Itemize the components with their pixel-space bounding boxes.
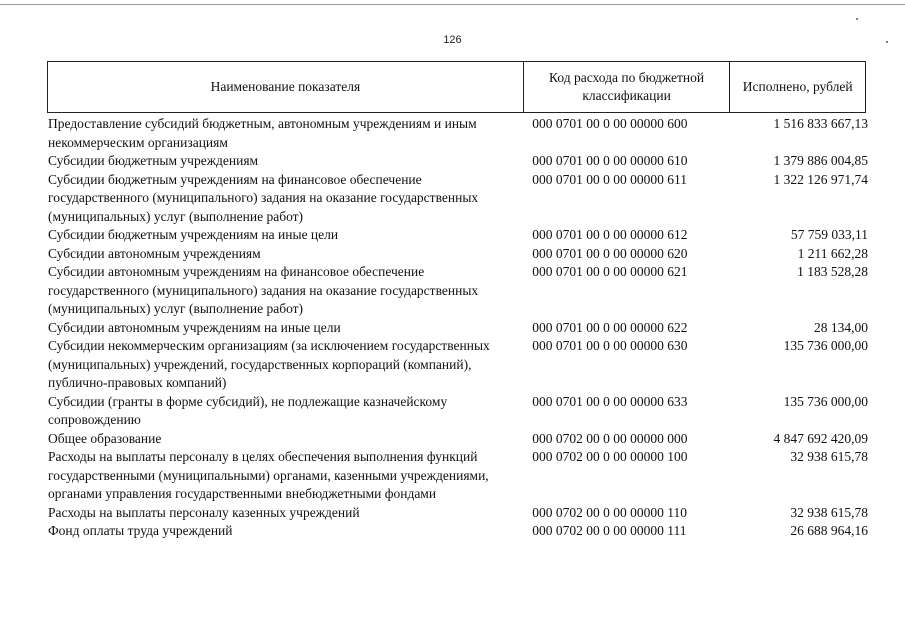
row-amount: 32 938 615,78: [790, 504, 868, 520]
row-name: Общее образование: [48, 430, 162, 446]
table-row: [48, 171, 870, 227]
row-amount: 1 516 833 667,13: [773, 116, 868, 131]
scan-edge-line: [0, 4, 905, 5]
row-amount: 26 688 964,16: [790, 523, 868, 538]
row-amount: 135 736 000,00: [783, 338, 868, 353]
row-amount: 1 183 528,28: [797, 264, 868, 279]
table-row: [48, 319, 870, 338]
row-code: 000 0701 00 0 00 00000 621: [532, 264, 688, 279]
row-name: Субсидии (гранты в форме субсидий), не подлежащие казначейскому сопровождению: [48, 393, 448, 427]
table-row: [48, 522, 870, 541]
row-code: 000 0701 00 0 00 00000 620: [532, 245, 688, 261]
row-code: 000 0701 00 0 00 00000 612: [532, 227, 688, 242]
row-amount: 57 759 033,11: [790, 227, 868, 242]
row-code: 000 0701 00 0 00 00000 630: [532, 338, 688, 353]
row-name: Субсидии автономным учреждениям на финансовое обеспечение государственного (муниципального) задания на оказание государственных (муниципальных) услуг (выполнение работ): [48, 264, 479, 316]
row-name: Субсидии автономным учреждениям: [48, 245, 261, 261]
row-name: Субсидии автономным учреждениям на иные цели: [48, 319, 341, 335]
table-row: [48, 152, 870, 171]
header-name: Наименование показателя: [48, 62, 524, 112]
row-name: Субсидии бюджетным учреждениям: [48, 153, 259, 168]
table-row: [48, 245, 870, 264]
header-code: Код расхода по бюджетной классификации: [524, 62, 731, 112]
row-amount: 4 847 692 420,09: [773, 430, 868, 446]
row-code: 000 0701 00 0 00 00000 633: [532, 393, 688, 409]
table-header: [47, 61, 866, 113]
table-row: [48, 226, 870, 245]
table-body: [48, 115, 870, 541]
row-name: Субсидии бюджетным учреждениям на финансовое обеспечение государственного (муниципального) задания на оказание государственных (муниципальных) услуг (выполнение работ): [48, 171, 479, 224]
table-row: [48, 263, 870, 319]
row-code: 000 0701 00 0 00 00000 622: [532, 319, 688, 335]
row-amount: 32 938 615,78: [790, 449, 868, 464]
header-amount: Исполнено, рублей: [742, 79, 853, 94]
row-name: Субсидии некоммерческим организациям (за исключением государственных (муниципальных) учреждений, государственных корпораций (компаний), публично-правовых компаний): [48, 338, 490, 390]
row-code: 000 0702 00 0 00 00000 100: [532, 449, 688, 464]
row-amount: 1 322 126 971,74: [773, 171, 868, 187]
table-row: [48, 430, 870, 449]
row-code: 000 0702 00 0 00 00000 110: [532, 504, 687, 520]
table-row: [48, 504, 870, 523]
row-code: 000 0701 00 0 00 00000 610: [532, 153, 688, 168]
row-code: 000 0702 00 0 00 00000 000: [532, 430, 688, 446]
table-row: [48, 337, 870, 393]
row-code: 000 0701 00 0 00 00000 611: [532, 171, 687, 187]
row-code: 000 0702 00 0 00 00000 111: [532, 523, 687, 538]
table-row: [48, 448, 870, 504]
row-name: Расходы на выплаты персоналу казенных учреждений: [48, 504, 360, 520]
row-name: Субсидии бюджетным учреждениям на иные цели: [48, 227, 339, 242]
table-row: [48, 115, 870, 152]
table-row: [48, 393, 870, 430]
scan-speck: [856, 18, 858, 20]
page-number: 126: [443, 34, 462, 46]
row-name: Расходы на выплаты персоналу в целях обеспечения выполнения функций государственными (муниципальными) органами, казенными учреждениями, органами управления государственными внебюджетными фондами: [48, 449, 489, 501]
row-name: Предоставление субсидий бюджетным, автономным учреждениям и иным некоммерческим организациям: [48, 116, 477, 150]
row-amount: 1 379 886 004,85: [773, 153, 868, 168]
row-name: Фонд оплаты труда учреждений: [48, 523, 233, 538]
row-amount: 1 211 662,28: [797, 245, 868, 261]
row-amount: 28 134,00: [814, 319, 868, 335]
row-code: 000 0701 00 0 00 00000 600: [532, 116, 688, 131]
row-amount: 135 736 000,00: [783, 393, 868, 409]
